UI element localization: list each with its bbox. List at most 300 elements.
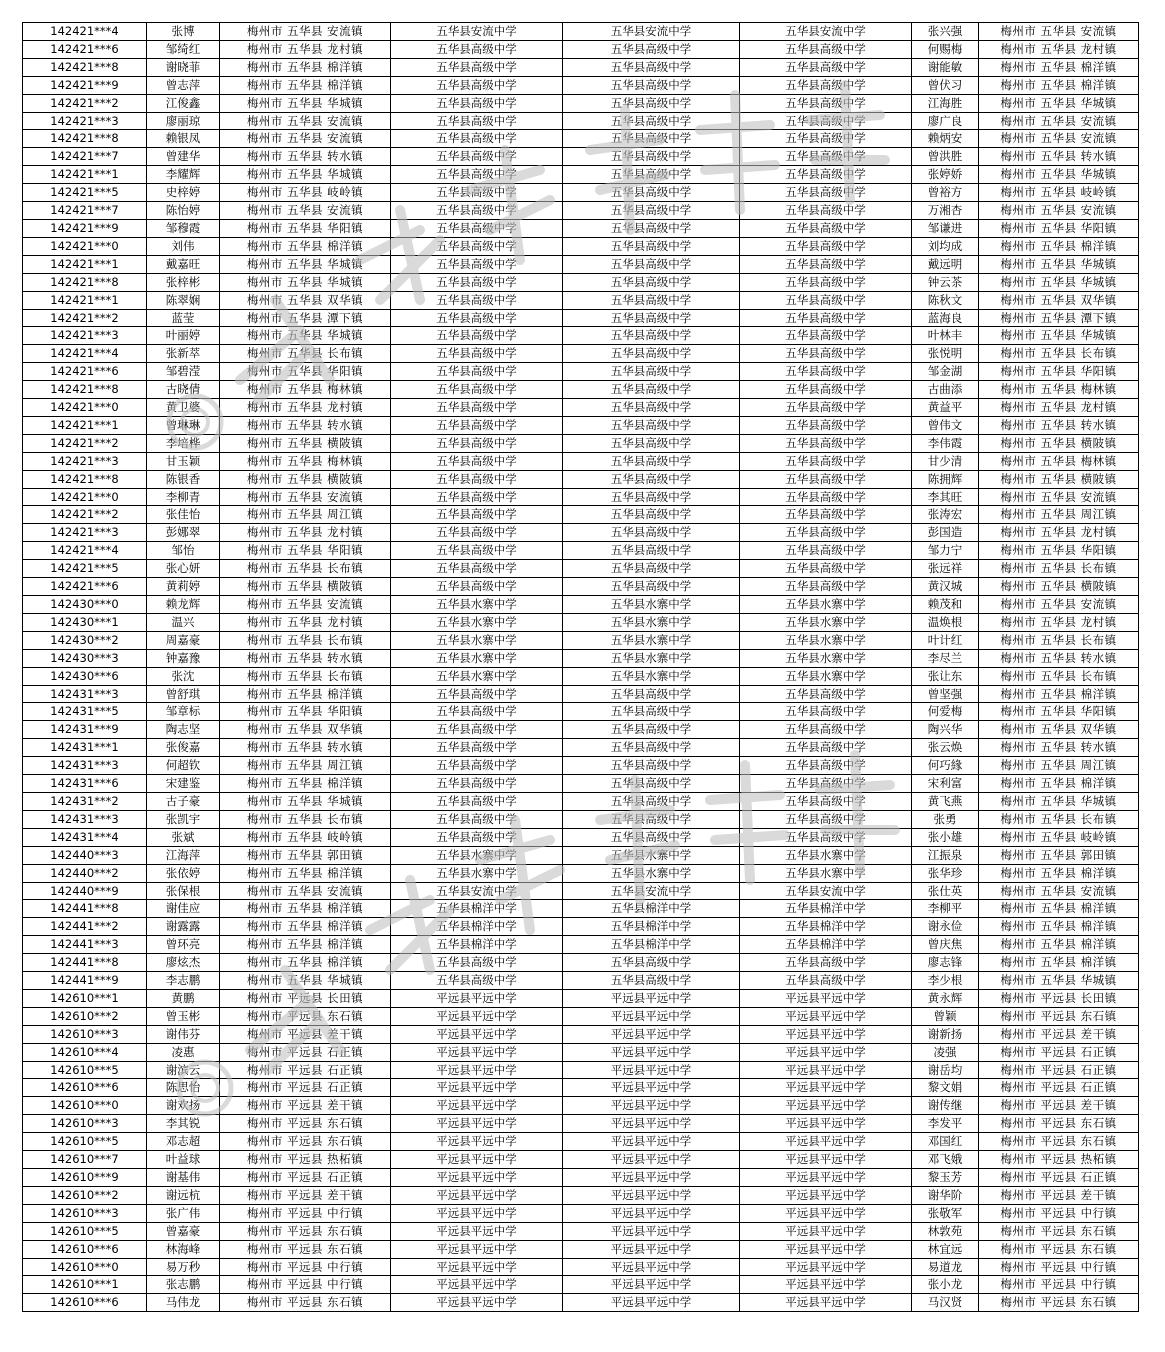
school-choice-2-cell: 五华县高级中学 [563,452,740,470]
student-name-cell: 陈怡婷 [147,202,220,220]
home-address-cell: 梅州市 五华县 华城镇 [979,327,1139,345]
school-choice-3-cell: 平远县平远中学 [740,1007,912,1025]
school-choice-2-cell: 五华县高级中学 [563,381,740,399]
student-name-cell: 张梓彬 [147,273,220,291]
exam-id-cell: 142610***1 [23,1276,147,1294]
address-cell: 梅州市 五华县 横陂镇 [220,578,391,596]
table-row [23,846,1139,864]
school-choice-3-cell: 五华县安流中学 [740,23,912,41]
home-address-cell: 梅州市 平远县 东石镇 [979,1240,1139,1258]
table-row [23,1151,1139,1169]
school-choice-3-cell: 五华县高级中学 [740,775,912,793]
home-address-cell: 梅州市 五华县 华城镇 [979,255,1139,273]
address-cell: 梅州市 五华县 双华镇 [220,291,391,309]
school-choice-3-cell: 平远县平远中学 [740,1294,912,1312]
student-name-cell: 叶丽婷 [147,327,220,345]
school-choice-1-cell: 五华县安流中学 [391,882,563,900]
guardian-name-cell: 易道龙 [912,1258,979,1276]
school-choice-2-cell: 五华县高级中学 [563,775,740,793]
exam-id-cell: 142421***9 [23,219,147,237]
school-choice-3-cell: 五华县安流中学 [740,882,912,900]
home-address-cell: 梅州市 五华县 梅林镇 [979,452,1139,470]
school-choice-2-cell: 五华县高级中学 [563,166,740,184]
guardian-name-cell: 李发平 [912,1115,979,1133]
home-address-cell: 梅州市 五华县 棉洋镇 [979,775,1139,793]
guardian-name-cell: 彭国造 [912,524,979,542]
school-choice-1-cell: 五华县高级中学 [391,452,563,470]
school-choice-2-cell: 五华县高级中学 [563,721,740,739]
guardian-name-cell: 何爱梅 [912,703,979,721]
school-choice-2-cell: 平远县平远中学 [563,1133,740,1151]
exam-id-cell: 142421***2 [23,94,147,112]
table-row [23,828,1139,846]
table-row [23,112,1139,130]
school-choice-2-cell: 五华县高级中学 [563,542,740,560]
student-name-cell: 李其锐 [147,1115,220,1133]
exam-id-cell: 142440***3 [23,846,147,864]
table-row [23,76,1139,94]
table-row [23,667,1139,685]
school-choice-3-cell: 平远县平远中学 [740,1079,912,1097]
school-choice-2-cell: 五华县高级中学 [563,273,740,291]
school-choice-2-cell: 五华县高级中学 [563,219,740,237]
school-choice-1-cell: 五华县水寨中学 [391,631,563,649]
address-cell: 梅州市 五华县 华城镇 [220,273,391,291]
table-row [23,345,1139,363]
school-choice-3-cell: 五华县高级中学 [740,470,912,488]
school-choice-1-cell: 五华县高级中学 [391,685,563,703]
guardian-name-cell: 张敬军 [912,1204,979,1222]
table-row [23,237,1139,255]
guardian-name-cell: 张悦明 [912,345,979,363]
school-choice-1-cell: 平远县平远中学 [391,1294,563,1312]
school-choice-1-cell: 五华县安流中学 [391,23,563,41]
school-choice-3-cell: 五华县棉洋中学 [740,918,912,936]
home-address-cell: 梅州市 五华县 潭下镇 [979,309,1139,327]
school-choice-1-cell: 五华县高级中学 [391,506,563,524]
address-cell: 梅州市 五华县 华城镇 [220,972,391,990]
school-choice-1-cell: 平远县平远中学 [391,1079,563,1097]
exam-id-cell: 142421***1 [23,291,147,309]
exam-id-cell: 142421***7 [23,148,147,166]
student-name-cell: 张博 [147,23,220,41]
school-choice-1-cell: 五华县高级中学 [391,148,563,166]
home-address-cell: 梅州市 五华县 棉洋镇 [979,685,1139,703]
school-choice-2-cell: 五华县高级中学 [563,828,740,846]
guardian-name-cell: 谢传继 [912,1097,979,1115]
school-choice-1-cell: 五华县高级中学 [391,237,563,255]
student-name-cell: 蓝莹 [147,309,220,327]
school-choice-3-cell: 五华县高级中学 [740,488,912,506]
exam-id-cell: 142421***6 [23,363,147,381]
guardian-name-cell: 甘少清 [912,452,979,470]
school-choice-2-cell: 五华县高级中学 [563,792,740,810]
home-address-cell: 梅州市 五华县 转水镇 [979,416,1139,434]
address-cell: 梅州市 五华县 安流镇 [220,130,391,148]
student-name-cell: 谢露露 [147,918,220,936]
school-choice-2-cell: 平远县平远中学 [563,1007,740,1025]
school-choice-3-cell: 五华县高级中学 [740,309,912,327]
school-choice-1-cell: 平远县平远中学 [391,1222,563,1240]
school-choice-3-cell: 平远县平远中学 [740,1025,912,1043]
home-address-cell: 梅州市 平远县 石正镇 [979,1169,1139,1187]
home-address-cell: 梅州市 五华县 安流镇 [979,130,1139,148]
school-choice-1-cell: 五华县高级中学 [391,828,563,846]
student-name-cell: 黄卫婆 [147,399,220,417]
guardian-name-cell: 戴远明 [912,255,979,273]
school-choice-1-cell: 五华县高级中学 [391,542,563,560]
home-address-cell: 梅州市 平远县 差干镇 [979,1186,1139,1204]
exam-id-cell: 142610***7 [23,1151,147,1169]
school-choice-2-cell: 五华县高级中学 [563,954,740,972]
guardian-name-cell: 赖炳安 [912,130,979,148]
table-row [23,631,1139,649]
school-choice-2-cell: 五华县水寨中学 [563,864,740,882]
guardian-name-cell: 江海胜 [912,94,979,112]
home-address-cell: 梅州市 五华县 转水镇 [979,739,1139,757]
exam-id-cell: 142610***6 [23,1079,147,1097]
exam-id-cell: 142421***4 [23,542,147,560]
student-name-cell: 谢晓菲 [147,58,220,76]
address-cell: 梅州市 五华县 长布镇 [220,560,391,578]
student-name-cell: 赖银凤 [147,130,220,148]
school-choice-3-cell: 五华县棉洋中学 [740,936,912,954]
table-row [23,560,1139,578]
guardian-name-cell: 谢新扬 [912,1025,979,1043]
guardian-name-cell: 李柳平 [912,900,979,918]
school-choice-3-cell: 五华县水寨中学 [740,596,912,614]
student-name-cell: 谢远杭 [147,1186,220,1204]
table-row [23,202,1139,220]
exam-id-cell: 142440***9 [23,882,147,900]
school-choice-1-cell: 五华县高级中学 [391,166,563,184]
table-row [23,327,1139,345]
guardian-name-cell: 李少根 [912,972,979,990]
address-cell: 梅州市 五华县 华城镇 [220,255,391,273]
address-cell: 梅州市 平远县 石正镇 [220,1061,391,1079]
table-row [23,596,1139,614]
home-address-cell: 梅州市 平远县 热柘镇 [979,1151,1139,1169]
home-address-cell: 梅州市 五华县 周江镇 [979,506,1139,524]
school-choice-1-cell: 五华县高级中学 [391,703,563,721]
home-address-cell: 梅州市 五华县 安流镇 [979,488,1139,506]
exam-id-cell: 142431***4 [23,828,147,846]
school-choice-1-cell: 五华县水寨中学 [391,846,563,864]
guardian-name-cell: 张小雄 [912,828,979,846]
school-choice-2-cell: 平远县平远中学 [563,1222,740,1240]
guardian-name-cell: 曾坚强 [912,685,979,703]
school-choice-3-cell: 五华县高级中学 [740,40,912,58]
address-cell: 梅州市 五华县 转水镇 [220,739,391,757]
home-address-cell: 梅州市 五华县 龙村镇 [979,613,1139,631]
school-choice-3-cell: 五华县高级中学 [740,560,912,578]
school-choice-2-cell: 五华县高级中学 [563,148,740,166]
exam-id-cell: 142440***2 [23,864,147,882]
school-choice-3-cell: 平远县平远中学 [740,989,912,1007]
address-cell: 梅州市 五华县 棉洋镇 [220,900,391,918]
table-row [23,1115,1139,1133]
school-choice-1-cell: 五华县高级中学 [391,40,563,58]
table-row [23,470,1139,488]
home-address-cell: 梅州市 五华县 华阳镇 [979,542,1139,560]
table-row [23,578,1139,596]
school-choice-3-cell: 五华县水寨中学 [740,649,912,667]
school-choice-2-cell: 五华县高级中学 [563,399,740,417]
student-name-cell: 易万秒 [147,1258,220,1276]
student-table [22,22,1139,1312]
school-choice-3-cell: 平远县平远中学 [740,1276,912,1294]
student-name-cell: 彭娜翠 [147,524,220,542]
table-row [23,184,1139,202]
table-row [23,23,1139,41]
table-row [23,273,1139,291]
school-choice-2-cell: 五华县棉洋中学 [563,936,740,954]
student-name-cell: 曾建华 [147,148,220,166]
home-address-cell: 梅州市 平远县 差干镇 [979,1097,1139,1115]
school-choice-1-cell: 五华县高级中学 [391,775,563,793]
address-cell: 梅州市 五华县 岐岭镇 [220,828,391,846]
guardian-name-cell: 张兴强 [912,23,979,41]
school-choice-3-cell: 五华县高级中学 [740,721,912,739]
exam-id-cell: 142421***2 [23,434,147,452]
guardian-name-cell: 曾庆焦 [912,936,979,954]
guardian-name-cell: 张婷娇 [912,166,979,184]
school-choice-2-cell: 平远县平远中学 [563,989,740,1007]
school-choice-2-cell: 五华县高级中学 [563,488,740,506]
home-address-cell: 梅州市 五华县 棉洋镇 [979,954,1139,972]
home-address-cell: 梅州市 五华县 长布镇 [979,345,1139,363]
student-name-cell: 曾玉彬 [147,1007,220,1025]
student-name-cell: 陈翠娴 [147,291,220,309]
exam-id-cell: 142610***4 [23,1043,147,1061]
school-choice-2-cell: 五华县高级中学 [563,58,740,76]
school-choice-3-cell: 平远县平远中学 [740,1115,912,1133]
student-name-cell: 邹章标 [147,703,220,721]
guardian-name-cell: 黄益平 [912,399,979,417]
exam-id-cell: 142431***6 [23,775,147,793]
table-row [23,58,1139,76]
school-choice-3-cell: 平远县平远中学 [740,1169,912,1187]
table-row [23,1061,1139,1079]
table-row [23,1097,1139,1115]
school-choice-3-cell: 五华县高级中学 [740,148,912,166]
school-choice-3-cell: 五华县高级中学 [740,94,912,112]
school-choice-1-cell: 五华县高级中学 [391,112,563,130]
student-name-cell: 谢佳应 [147,900,220,918]
school-choice-2-cell: 平远县平远中学 [563,1061,740,1079]
table-row [23,810,1139,828]
school-choice-2-cell: 五华县高级中学 [563,524,740,542]
student-name-cell: 曾志萍 [147,76,220,94]
guardian-name-cell: 曾伏习 [912,76,979,94]
table-row [23,452,1139,470]
guardian-name-cell: 李其旺 [912,488,979,506]
table-row [23,1258,1139,1276]
school-choice-1-cell: 五华县棉洋中学 [391,936,563,954]
home-address-cell: 梅州市 五华县 周江镇 [979,757,1139,775]
address-cell: 梅州市 五华县 长布镇 [220,631,391,649]
school-choice-2-cell: 五华县安流中学 [563,882,740,900]
school-choice-1-cell: 五华县高级中学 [391,381,563,399]
home-address-cell: 梅州市 五华县 安流镇 [979,112,1139,130]
home-address-cell: 梅州市 平远县 东石镇 [979,1222,1139,1240]
school-choice-1-cell: 五华县高级中学 [391,739,563,757]
school-choice-1-cell: 平远县平远中学 [391,1115,563,1133]
school-choice-3-cell: 平远县平远中学 [740,1151,912,1169]
school-choice-1-cell: 五华县高级中学 [391,327,563,345]
guardian-name-cell: 赖茂和 [912,596,979,614]
address-cell: 梅州市 平远县 石正镇 [220,1079,391,1097]
student-name-cell: 江俊鑫 [147,94,220,112]
student-name-cell: 曾环亮 [147,936,220,954]
school-choice-1-cell: 五华县高级中学 [391,792,563,810]
student-name-cell: 史梓婷 [147,184,220,202]
student-name-cell: 张心妍 [147,560,220,578]
table-row [23,148,1139,166]
exam-id-cell: 142421***0 [23,399,147,417]
table-row [23,1240,1139,1258]
guardian-name-cell: 邹金湖 [912,363,979,381]
school-choice-2-cell: 平远县平远中学 [563,1276,740,1294]
school-choice-1-cell: 五华县高级中学 [391,363,563,381]
home-address-cell: 梅州市 五华县 双华镇 [979,291,1139,309]
exam-id-cell: 142431***3 [23,757,147,775]
school-choice-1-cell: 五华县高级中学 [391,578,563,596]
home-address-cell: 梅州市 五华县 华城镇 [979,94,1139,112]
home-address-cell: 梅州市 五华县 双华镇 [979,721,1139,739]
home-address-cell: 梅州市 五华县 华阳镇 [979,363,1139,381]
school-choice-1-cell: 五华县高级中学 [391,757,563,775]
address-cell: 梅州市 五华县 华阳镇 [220,703,391,721]
home-address-cell: 梅州市 五华县 华阳镇 [979,703,1139,721]
school-choice-1-cell: 五华县高级中学 [391,291,563,309]
table-row [23,972,1139,990]
school-choice-2-cell: 五华县高级中学 [563,184,740,202]
student-name-cell: 温兴 [147,613,220,631]
school-choice-3-cell: 五华县高级中学 [740,166,912,184]
student-name-cell: 曾嘉豪 [147,1222,220,1240]
address-cell: 梅州市 五华县 转水镇 [220,649,391,667]
address-cell: 梅州市 五华县 棉洋镇 [220,237,391,255]
guardian-name-cell: 黄汉城 [912,578,979,596]
table-body [23,23,1139,1312]
home-address-cell: 梅州市 五华县 华城镇 [979,273,1139,291]
address-cell: 梅州市 五华县 长布镇 [220,345,391,363]
school-choice-1-cell: 五华县高级中学 [391,972,563,990]
school-choice-3-cell: 五华县高级中学 [740,578,912,596]
table-row [23,416,1139,434]
home-address-cell: 梅州市 平远县 差干镇 [979,1025,1139,1043]
home-address-cell: 梅州市 五华县 安流镇 [979,882,1139,900]
school-choice-2-cell: 五华县高级中学 [563,327,740,345]
student-name-cell: 张沈 [147,667,220,685]
school-choice-1-cell: 平远县平远中学 [391,1007,563,1025]
student-name-cell: 赖龙辉 [147,596,220,614]
address-cell: 梅州市 五华县 周江镇 [220,506,391,524]
school-choice-1-cell: 平远县平远中学 [391,1240,563,1258]
home-address-cell: 梅州市 五华县 长布镇 [979,631,1139,649]
address-cell: 梅州市 五华县 棉洋镇 [220,954,391,972]
student-name-cell: 钟嘉豫 [147,649,220,667]
home-address-cell: 梅州市 五华县 棉洋镇 [979,58,1139,76]
address-cell: 梅州市 五华县 龙村镇 [220,399,391,417]
school-choice-2-cell: 平远县平远中学 [563,1258,740,1276]
student-name-cell: 江海萍 [147,846,220,864]
address-cell: 梅州市 五华县 转水镇 [220,148,391,166]
home-address-cell: 梅州市 五华县 棉洋镇 [979,864,1139,882]
address-cell: 梅州市 五华县 华阳镇 [220,363,391,381]
student-name-cell: 古晓倩 [147,381,220,399]
table-row [23,649,1139,667]
student-name-cell: 马伟龙 [147,1294,220,1312]
exam-id-cell: 142421***8 [23,130,147,148]
exam-id-cell: 142610***2 [23,1186,147,1204]
student-name-cell: 张依婷 [147,864,220,882]
table-row [23,291,1139,309]
student-name-cell: 谢基伟 [147,1169,220,1187]
school-choice-3-cell: 平远县平远中学 [740,1222,912,1240]
school-choice-2-cell: 五华县高级中学 [563,560,740,578]
guardian-name-cell: 钟云茶 [912,273,979,291]
school-choice-2-cell: 五华县高级中学 [563,345,740,363]
school-choice-1-cell: 五华县高级中学 [391,309,563,327]
address-cell: 梅州市 五华县 岐岭镇 [220,184,391,202]
exam-id-cell: 142441***9 [23,972,147,990]
table-row [23,989,1139,1007]
guardian-name-cell: 黎文娟 [912,1079,979,1097]
home-address-cell: 梅州市 平远县 长田镇 [979,989,1139,1007]
guardian-name-cell: 张涛宏 [912,506,979,524]
home-address-cell: 梅州市 五华县 棉洋镇 [979,918,1139,936]
school-choice-1-cell: 五华县高级中学 [391,76,563,94]
school-choice-3-cell: 五华县高级中学 [740,434,912,452]
exam-id-cell: 142610***2 [23,1007,147,1025]
exam-id-cell: 142441***3 [23,936,147,954]
guardian-name-cell: 张小龙 [912,1276,979,1294]
school-choice-3-cell: 五华县高级中学 [740,58,912,76]
address-cell: 梅州市 五华县 华阳镇 [220,219,391,237]
address-cell: 梅州市 五华县 长布镇 [220,667,391,685]
exam-id-cell: 142421***6 [23,40,147,58]
school-choice-1-cell: 平远县平远中学 [391,1276,563,1294]
school-choice-1-cell: 五华县高级中学 [391,219,563,237]
guardian-name-cell: 李伟霞 [912,434,979,452]
address-cell: 梅州市 五华县 棉洋镇 [220,685,391,703]
school-choice-3-cell: 五华县高级中学 [740,130,912,148]
table-row [23,219,1139,237]
school-choice-2-cell: 五华县高级中学 [563,291,740,309]
school-choice-3-cell: 五华县水寨中学 [740,846,912,864]
home-address-cell: 梅州市 五华县 横陂镇 [979,434,1139,452]
guardian-name-cell: 马汉贤 [912,1294,979,1312]
home-address-cell: 梅州市 五华县 梅林镇 [979,381,1139,399]
school-choice-2-cell: 五华县高级中学 [563,703,740,721]
school-choice-1-cell: 五华县高级中学 [391,810,563,828]
home-address-cell: 梅州市 五华县 横陂镇 [979,578,1139,596]
home-address-cell: 梅州市 平远县 东石镇 [979,1294,1139,1312]
address-cell: 梅州市 五华县 安流镇 [220,882,391,900]
school-choice-2-cell: 平远县平远中学 [563,1169,740,1187]
home-address-cell: 梅州市 五华县 龙村镇 [979,399,1139,417]
address-cell: 梅州市 五华县 安流镇 [220,23,391,41]
guardian-name-cell: 曾洪胜 [912,148,979,166]
exam-id-cell: 142430***3 [23,649,147,667]
home-address-cell: 梅州市 平远县 中行镇 [979,1276,1139,1294]
table-row [23,954,1139,972]
address-cell: 梅州市 五华县 华城镇 [220,166,391,184]
school-choice-2-cell: 五华县水寨中学 [563,846,740,864]
exam-id-cell: 142430***1 [23,613,147,631]
